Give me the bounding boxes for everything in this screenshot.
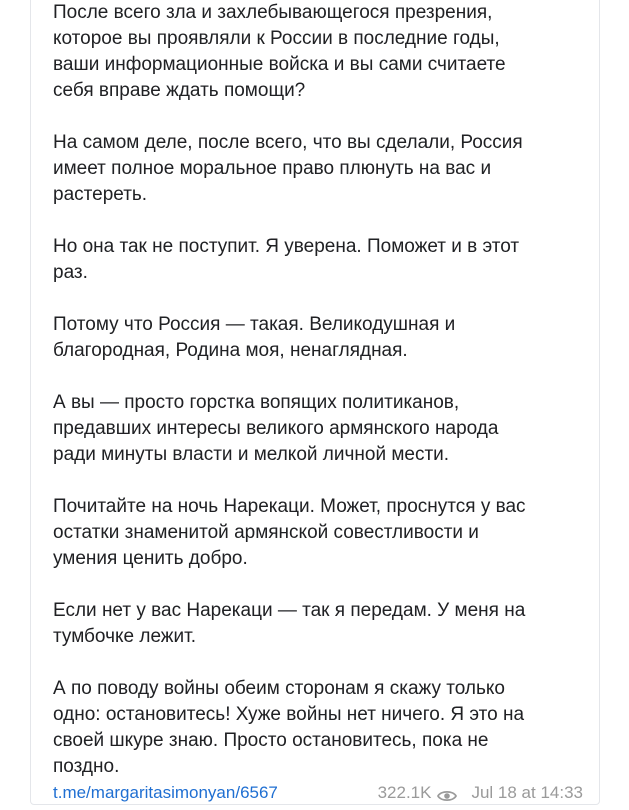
post-paragraph-3: Но она так не поступит. Я уверена. Поможет и в этот раз. bbox=[53, 236, 520, 283]
post-paragraph-6: Почитайте на ночь Нарекаци. Может, проснутся у вас остатки знаменитой армянской совестливости и умения ценить добро. bbox=[53, 496, 526, 569]
post-paragraph-8: А по поводу войны обеим сторонам я скажу только одно: остановитесь! Хуже войны нет ничего. Я это на своей шкуре знаю. Просто остановитесь, пока не поздно. bbox=[53, 678, 525, 777]
post-footer bbox=[53, 781, 583, 805]
post-paragraph-4: Потому что Россия — такая. Великодушная и благородная, Родина моя, ненаглядная. bbox=[53, 314, 456, 361]
post-paragraph-5: А вы — просто горстка вопящих политиканов, предавших интересы великого армянского народа ради минуты власти и мелкой личной мести. bbox=[53, 392, 499, 465]
eye-icon bbox=[437, 786, 457, 800]
post-paragraph-2: На самом деле, после всего, что вы сделали, Россия имеет полное моральное право плюнуть на вас и растереть. bbox=[53, 132, 523, 205]
post-link[interactable]: t.me/margaritasimonyan/6567 bbox=[53, 783, 278, 802]
post-text bbox=[53, 0, 593, 780]
post-date[interactable]: Jul 18 at 14:33 bbox=[471, 783, 583, 802]
post-meta bbox=[378, 781, 583, 805]
post-paragraph-1: После всего зла и захлебывающегося презрения, которое вы проявляли к России в последние годы, ваши информационные войска и вы сами считаете себя вправе ждать помощи? bbox=[53, 2, 506, 101]
post-paragraph-7: Если нет у вас Нарекаци — так я передам. У меня на тумбочке лежит. bbox=[53, 600, 526, 647]
view-count: 322.1K bbox=[377, 783, 432, 802]
